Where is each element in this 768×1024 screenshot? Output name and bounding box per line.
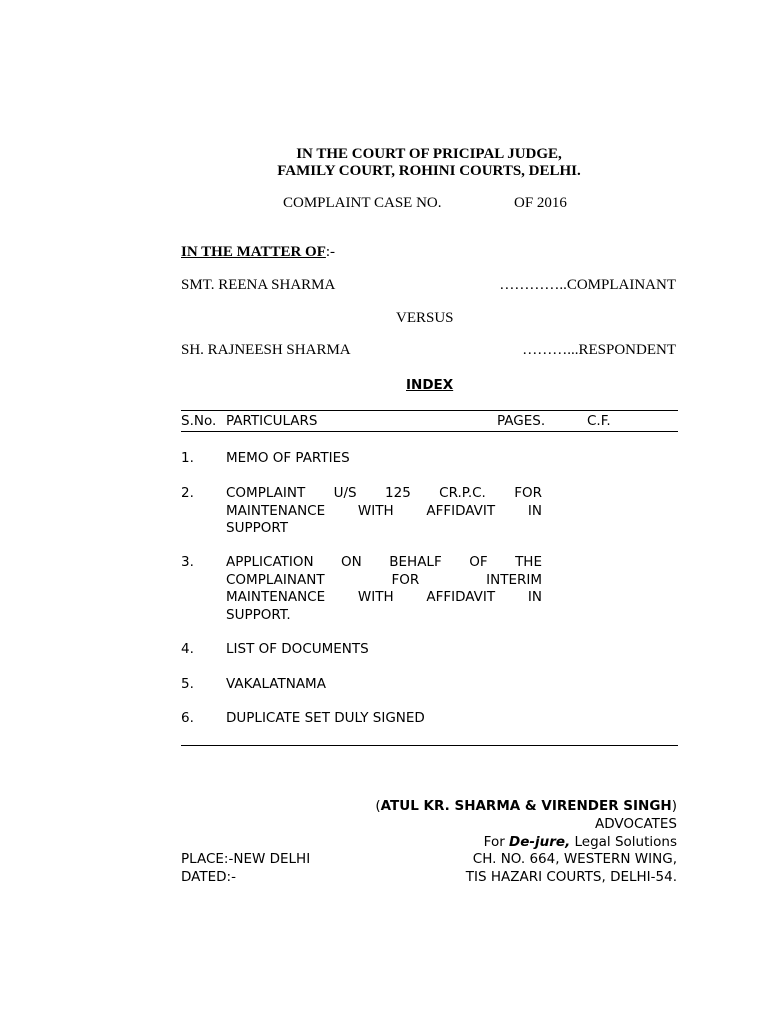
complainant-name: SMT. REENA SHARMA [181, 277, 336, 293]
index-item-2-number: 2. [181, 485, 194, 501]
column-header-cf: C.F. [587, 413, 611, 429]
index-title: INDEX [406, 377, 454, 393]
index-item-2-line-1: COMPLAINT U/S 125 CR.P.C. FOR [226, 485, 542, 501]
court-title-line-1: IN THE COURT OF PRICIPAL JUDGE, [296, 146, 562, 162]
matter-heading-suffix: :- [325, 244, 336, 260]
firm-prefix: For [483, 834, 510, 850]
index-item-3-line-1: APPLICATION ON BEHALF OF THE [226, 554, 542, 570]
index-item-4-text: LIST OF DOCUMENTS [226, 641, 369, 657]
advocates-label: ADVOCATES [595, 816, 677, 832]
column-header-pages: PAGES. [497, 413, 546, 429]
index-item-3-number: 3. [181, 554, 194, 570]
index-item-5-number: 5. [181, 676, 194, 692]
complainant-role: …………..COMPLAINANT [499, 277, 676, 293]
index-item-1-number: 1. [181, 450, 194, 466]
column-header-sno: S.No. [181, 413, 217, 429]
firm-rest: Legal Solutions [570, 834, 677, 850]
index-header-rule [181, 431, 678, 432]
index-item-3-line-3: MAINTENANCE WITH AFFIDAVIT IN [226, 589, 542, 605]
index-top-rule [181, 410, 678, 411]
index-item-5-text: VAKALATNAMA [226, 676, 326, 692]
dated-label: DATED:- [181, 869, 236, 885]
index-item-3-text [226, 554, 542, 624]
advocates-names [375, 798, 677, 814]
index-item-3-line-4: SUPPORT. [226, 606, 291, 623]
case-number-label: COMPLAINT CASE NO. [283, 195, 442, 211]
respondent-role: ………...RESPONDENT [522, 342, 676, 358]
firm-emphasis: De-jure, [509, 834, 571, 850]
court-title-line-2: FAMILY COURT, ROHINI COURTS, DELHI. [277, 163, 581, 179]
index-item-4-number: 4. [181, 641, 194, 657]
advocates-names-text: ATUL KR. SHARMA & VIRENDER SINGH [380, 798, 672, 814]
advocates-paren-close: ) [671, 798, 677, 814]
court-address: TIS HAZARI COURTS, DELHI-54. [465, 869, 677, 885]
index-item-1-text: MEMO OF PARTIES [226, 450, 350, 466]
index-item-2-line-2: MAINTENANCE WITH AFFIDAVIT IN [226, 502, 542, 519]
column-header-particulars: PARTICULARS [226, 413, 318, 429]
index-bottom-rule [181, 745, 678, 746]
advocates-paren-open: ( [375, 798, 381, 814]
case-year: OF 2016 [514, 195, 567, 211]
index-item-6-text: DUPLICATE SET DULY SIGNED [226, 710, 425, 726]
index-item-2-line-3: SUPPORT [226, 520, 289, 536]
matter-heading-text: IN THE MATTER OF [181, 244, 326, 260]
chamber-address: CH. NO. 664, WESTERN WING, [472, 851, 677, 867]
index-item-6-number: 6. [181, 710, 194, 726]
matter-heading [181, 244, 335, 261]
respondent-name: SH. RAJNEESH SHARMA [181, 342, 351, 358]
place-label: PLACE:-NEW DELHI [181, 851, 311, 867]
index-item-3-line-2: COMPLAINANT FOR INTERIM [226, 571, 542, 588]
index-item-2-text [226, 485, 542, 538]
versus-label: VERSUS [396, 310, 454, 326]
firm-name [484, 834, 677, 850]
